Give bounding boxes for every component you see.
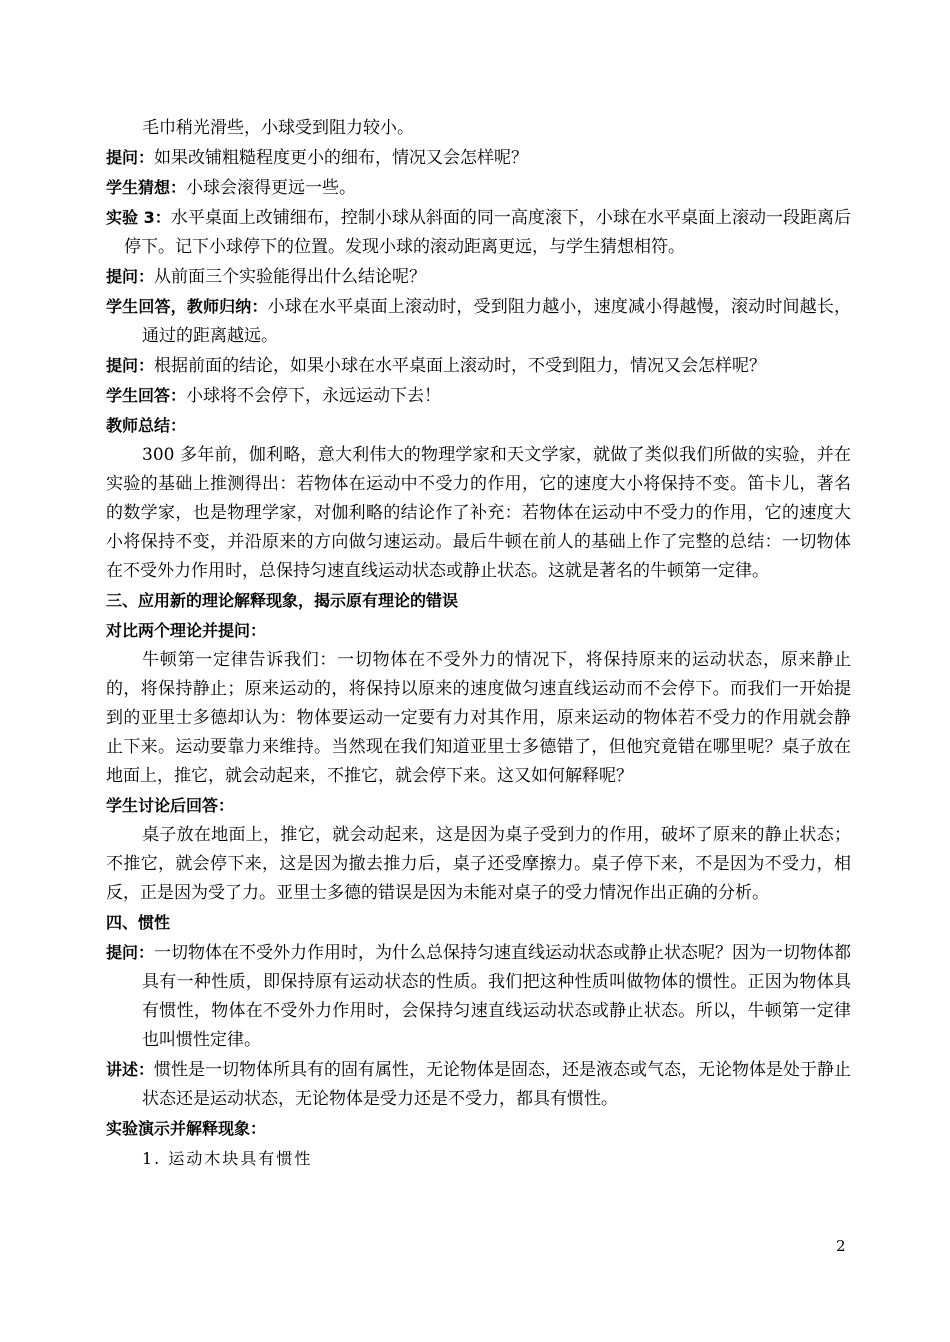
heading: 四、惯性	[106, 913, 171, 932]
text: 惯性是一切物体所具有的固有属性，无论物体是固态，还是液态或气态，无论物体是处于静止状态还是运动状态，无论物体是受力还是不受力，都具有惯性。	[142, 1060, 852, 1109]
text: 一切物体在不受外力作用时，为什么总保持匀速直线运动状态或静止状态呢？因为一切物体都具有一种性质，即保持原有运动状态的性质。我们把这种性质叫做物体的惯性。正因为物体具有惯性，物体在不受外力作用时，会保持匀速直线运动状态或静止状态。所以，牛顿第一定律也叫惯性定律。	[142, 943, 852, 1050]
page-number: 2	[836, 1237, 846, 1255]
discuss-text: 桌子放在地面上，推它，就会动起来，这是因为桌子受到力的作用，破坏了原来的静止状态；不推它，就会停下来，这是因为撤去推力后，桌子还受摩擦力。桌子停下来，不是因为不受力，相反，正是因为受了力。亚里士多德的错误是因为未能对桌子的受力情况作出正确的分析。	[106, 825, 851, 903]
label: 提问：	[106, 267, 155, 286]
question-paragraph	[106, 262, 851, 292]
label: 学生回答，教师归纳：	[106, 297, 268, 316]
label: 讲述：	[106, 1060, 155, 1079]
list-item: 1. 运动木块具有惯性	[142, 1149, 313, 1168]
teacher-summary-label	[106, 411, 851, 441]
question-paragraph	[106, 938, 851, 1055]
text: 从前面三个实验能得出什么结论呢？	[154, 267, 427, 287]
label: 提问：	[106, 148, 155, 167]
student-guess-paragraph	[106, 173, 851, 203]
narrate-paragraph	[106, 1055, 851, 1114]
text: 小球将不会停下，永远运动下去！	[186, 386, 442, 406]
question-paragraph	[106, 143, 851, 173]
label: 对比两个理论并提问：	[106, 621, 267, 640]
demo-label	[106, 1114, 851, 1144]
section-3-heading	[106, 586, 851, 616]
label: 提问：	[106, 943, 155, 962]
answer-paragraph	[106, 381, 851, 411]
compare-label	[106, 616, 851, 646]
discuss-label	[106, 791, 851, 821]
label: 教师总结：	[106, 416, 187, 435]
answer-paragraph	[106, 292, 851, 351]
label: 学生回答：	[106, 386, 187, 405]
heading: 三、应用新的理论解释现象，揭示原有理论的错误	[106, 591, 459, 610]
page-content	[106, 114, 851, 1173]
text: 如果改铺粗糙程度更小的细布，情况又会怎样呢？	[154, 148, 529, 168]
text: 小球在水平桌面上滚动时，受到阻力越小，速度减小得越慢，滚动时间越长，通过的距离越远。	[142, 297, 851, 346]
label: 学生猜想：	[106, 178, 187, 197]
label: 学生讨论后回答：	[106, 796, 235, 815]
teacher-summary-text: 300 多年前，伽利略，意大利伟大的物理学家和天文学家，就做了类似我们所做的实验，并在实验的基础上推测得出：若物体在运动中不受力的作用，它的速度大小将保持不变。笛卡儿，著名的数学家，也是物理学家，对伽利略的结论作了补充：若物体在运动中不受力的作用，它的速度大小将保持不变，并沿原来的方向做匀速运动。最后牛顿在前人的基础上作了完整的总结：一切物体在不受外力作用时，总保持匀速直线运动状态或静止状态。这就是著名的牛顿第一定律。	[106, 445, 851, 581]
experiment-3-paragraph	[106, 203, 851, 262]
text: 小球会滚得更远一些。	[186, 178, 357, 198]
label: 实验 3：	[106, 208, 171, 227]
section-4-heading	[106, 908, 851, 938]
compare-text: 牛顿第一定律告诉我们：一切物体在不受外力的情况下，将保持原来的运动状态，原来静止的，将保持静止；原来运动的，将保持以原来的速度做匀速直线运动而不会停下。而我们一开始提到的亚里士多德却认为：物体要运动一定要有力对其作用，原来运动的物体若不受力的作用就会静止下来。运动要靠力来维持。当然现在我们知道亚里士多德错了，但他究竟错在哪里呢？桌子放在地面上，推它，就会动起来，不推它，就会停下来。这又如何解释呢？	[106, 650, 851, 786]
label: 提问：	[106, 356, 155, 375]
paragraph: 毛巾稍光滑些，小球受到阻力较小。	[142, 118, 414, 138]
label: 实验演示并解释现象：	[106, 1119, 267, 1138]
text: 根据前面的结论，如果小球在水平桌面上滚动时，不受到阻力，情况又会怎样呢？	[154, 356, 767, 376]
text: 水平桌面上改铺细布，控制小球从斜面的同一高度滚下，小球在水平桌面上滚动一段距离后停下。记下小球停下的位置。发现小球的滚动距离更远，与学生猜想相符。	[124, 208, 851, 257]
question-paragraph	[106, 351, 851, 381]
